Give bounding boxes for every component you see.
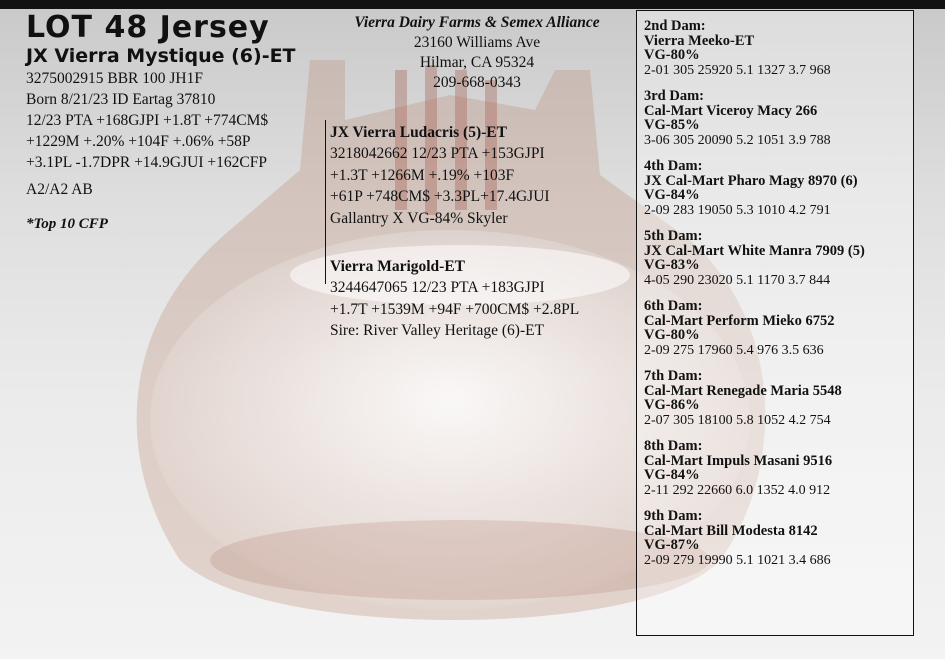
dam-class: VG-83% xyxy=(644,257,700,273)
dam-entry-name: JX Cal-Mart Pharo Magy 8970 (6) xyxy=(644,172,858,189)
breeder-name: Vierra Dairy Farms & Semex Alliance xyxy=(354,14,600,31)
lot-line-2: Born 8/21/23 ID Eartag 37810 xyxy=(26,91,216,108)
dam-entry xyxy=(644,89,913,149)
dam-line-3: Sire: River Valley Heritage (6)-ET xyxy=(330,322,545,339)
dam-class: VG-84% xyxy=(644,467,700,483)
cow-name: JX Vierra Mystique (6)-ET xyxy=(26,45,296,67)
genotype: A2/A2 AB xyxy=(26,181,93,198)
dam-entry-name: JX Cal-Mart White Manra 7909 (5) xyxy=(644,242,865,259)
dam-label: 2nd Dam: xyxy=(644,18,706,34)
breeder-phone: 209-668-0343 xyxy=(433,74,521,91)
dam-entry-name: Cal-Mart Impuls Masani 9516 xyxy=(644,452,833,469)
dam-entry xyxy=(644,509,913,569)
lot-line-5: +3.1PL -1.7DPR +14.9GJUI +162CFP xyxy=(26,154,267,171)
sire-line-3: +61P +748CM$ +3.3PL+17.4GJUI xyxy=(330,188,550,205)
dam-record: 2-01 305 25920 5.1 1327 3.7 968 xyxy=(644,62,831,78)
dam-line-1: 3244647065 12/23 PTA +183GJPI xyxy=(330,279,545,296)
dam-class: VG-80% xyxy=(644,327,700,343)
dam-record: 4-05 290 23020 5.1 1170 3.7 844 xyxy=(644,272,831,288)
dam-entry xyxy=(644,19,913,79)
dam-entry-name: Cal-Mart Perform Mieko 6752 xyxy=(644,312,835,329)
dam-label: 5th Dam: xyxy=(644,228,703,244)
lot-info xyxy=(26,12,326,233)
dam-record: 2-09 275 17960 5.4 976 3.5 636 xyxy=(644,342,824,358)
sire-line-4: Gallantry X VG-84% Skyler xyxy=(330,209,508,227)
dam-record: 3-06 305 20090 5.2 1051 3.9 788 xyxy=(644,132,831,148)
dam-class: VG-87% xyxy=(644,537,700,553)
lot-line-1: 3275002915 BBR 100 JH1F xyxy=(26,70,203,87)
dam-record: 2-07 305 18100 5.8 1052 4.2 754 xyxy=(644,412,831,428)
dam-entry xyxy=(644,369,913,429)
dam-label: 4th Dam: xyxy=(644,158,703,174)
dam-class: VG-84% xyxy=(644,187,700,203)
dam-info xyxy=(330,257,630,342)
dam-label: 7th Dam: xyxy=(644,368,703,384)
lot-line-3: 12/23 PTA +168GJPI +1.8T +774CM$ xyxy=(26,112,269,129)
dam-label: 8th Dam: xyxy=(644,438,703,454)
dam-class: VG-80% xyxy=(644,47,700,63)
dam-entry-name: Vierra Meeko-ET xyxy=(644,32,755,49)
sire-name: JX Vierra Ludacris (5)-ET xyxy=(330,124,507,141)
top-note: *Top 10 CFP xyxy=(26,216,108,232)
dam-line-2: +1.7T +1539M +94F +700CM$ +2.8PL xyxy=(330,300,580,318)
dam-entry-name: Cal-Mart Viceroy Macy 266 xyxy=(644,102,818,119)
sire-line-1: 3218042662 12/23 PTA +153GJPI xyxy=(330,145,545,162)
dam-class: VG-85% xyxy=(644,117,700,133)
breeder-info xyxy=(322,13,632,93)
dam-entry xyxy=(644,229,913,289)
sire-line-2: +1.3T +1266M +.19% +103F xyxy=(330,166,515,184)
breeder-city: Hilmar, CA 95324 xyxy=(419,54,535,71)
dam-record: 2-09 283 19050 5.3 1010 4.2 791 xyxy=(644,202,831,218)
dam-label: 6th Dam: xyxy=(644,298,703,314)
dam-entry xyxy=(644,299,913,359)
dam-entry-name: Cal-Mart Renegade Maria 5548 xyxy=(644,382,842,399)
dam-entry xyxy=(644,159,913,219)
dam-class: VG-86% xyxy=(644,397,700,413)
dam-name: Vierra Marigold-ET xyxy=(330,258,466,275)
dams-box xyxy=(636,10,914,636)
dam-label: 3rd Dam: xyxy=(644,88,705,104)
dam-record: 2-11 292 22660 6.0 1352 4.0 912 xyxy=(644,482,831,498)
dam-entry xyxy=(644,439,913,499)
dam-record: 2-09 279 19990 5.1 1021 3.4 686 xyxy=(644,552,831,568)
dam-entry-name: Cal-Mart Bill Modesta 8142 xyxy=(644,522,818,539)
breeder-street: 23160 Williams Ave xyxy=(413,34,541,51)
lot-line-4: +1229M +.20% +104F +.06% +58P xyxy=(26,133,251,150)
lot-title: LOT 48 Jersey xyxy=(26,10,270,45)
sire-info xyxy=(330,123,630,229)
dam-label: 9th Dam: xyxy=(644,508,703,524)
